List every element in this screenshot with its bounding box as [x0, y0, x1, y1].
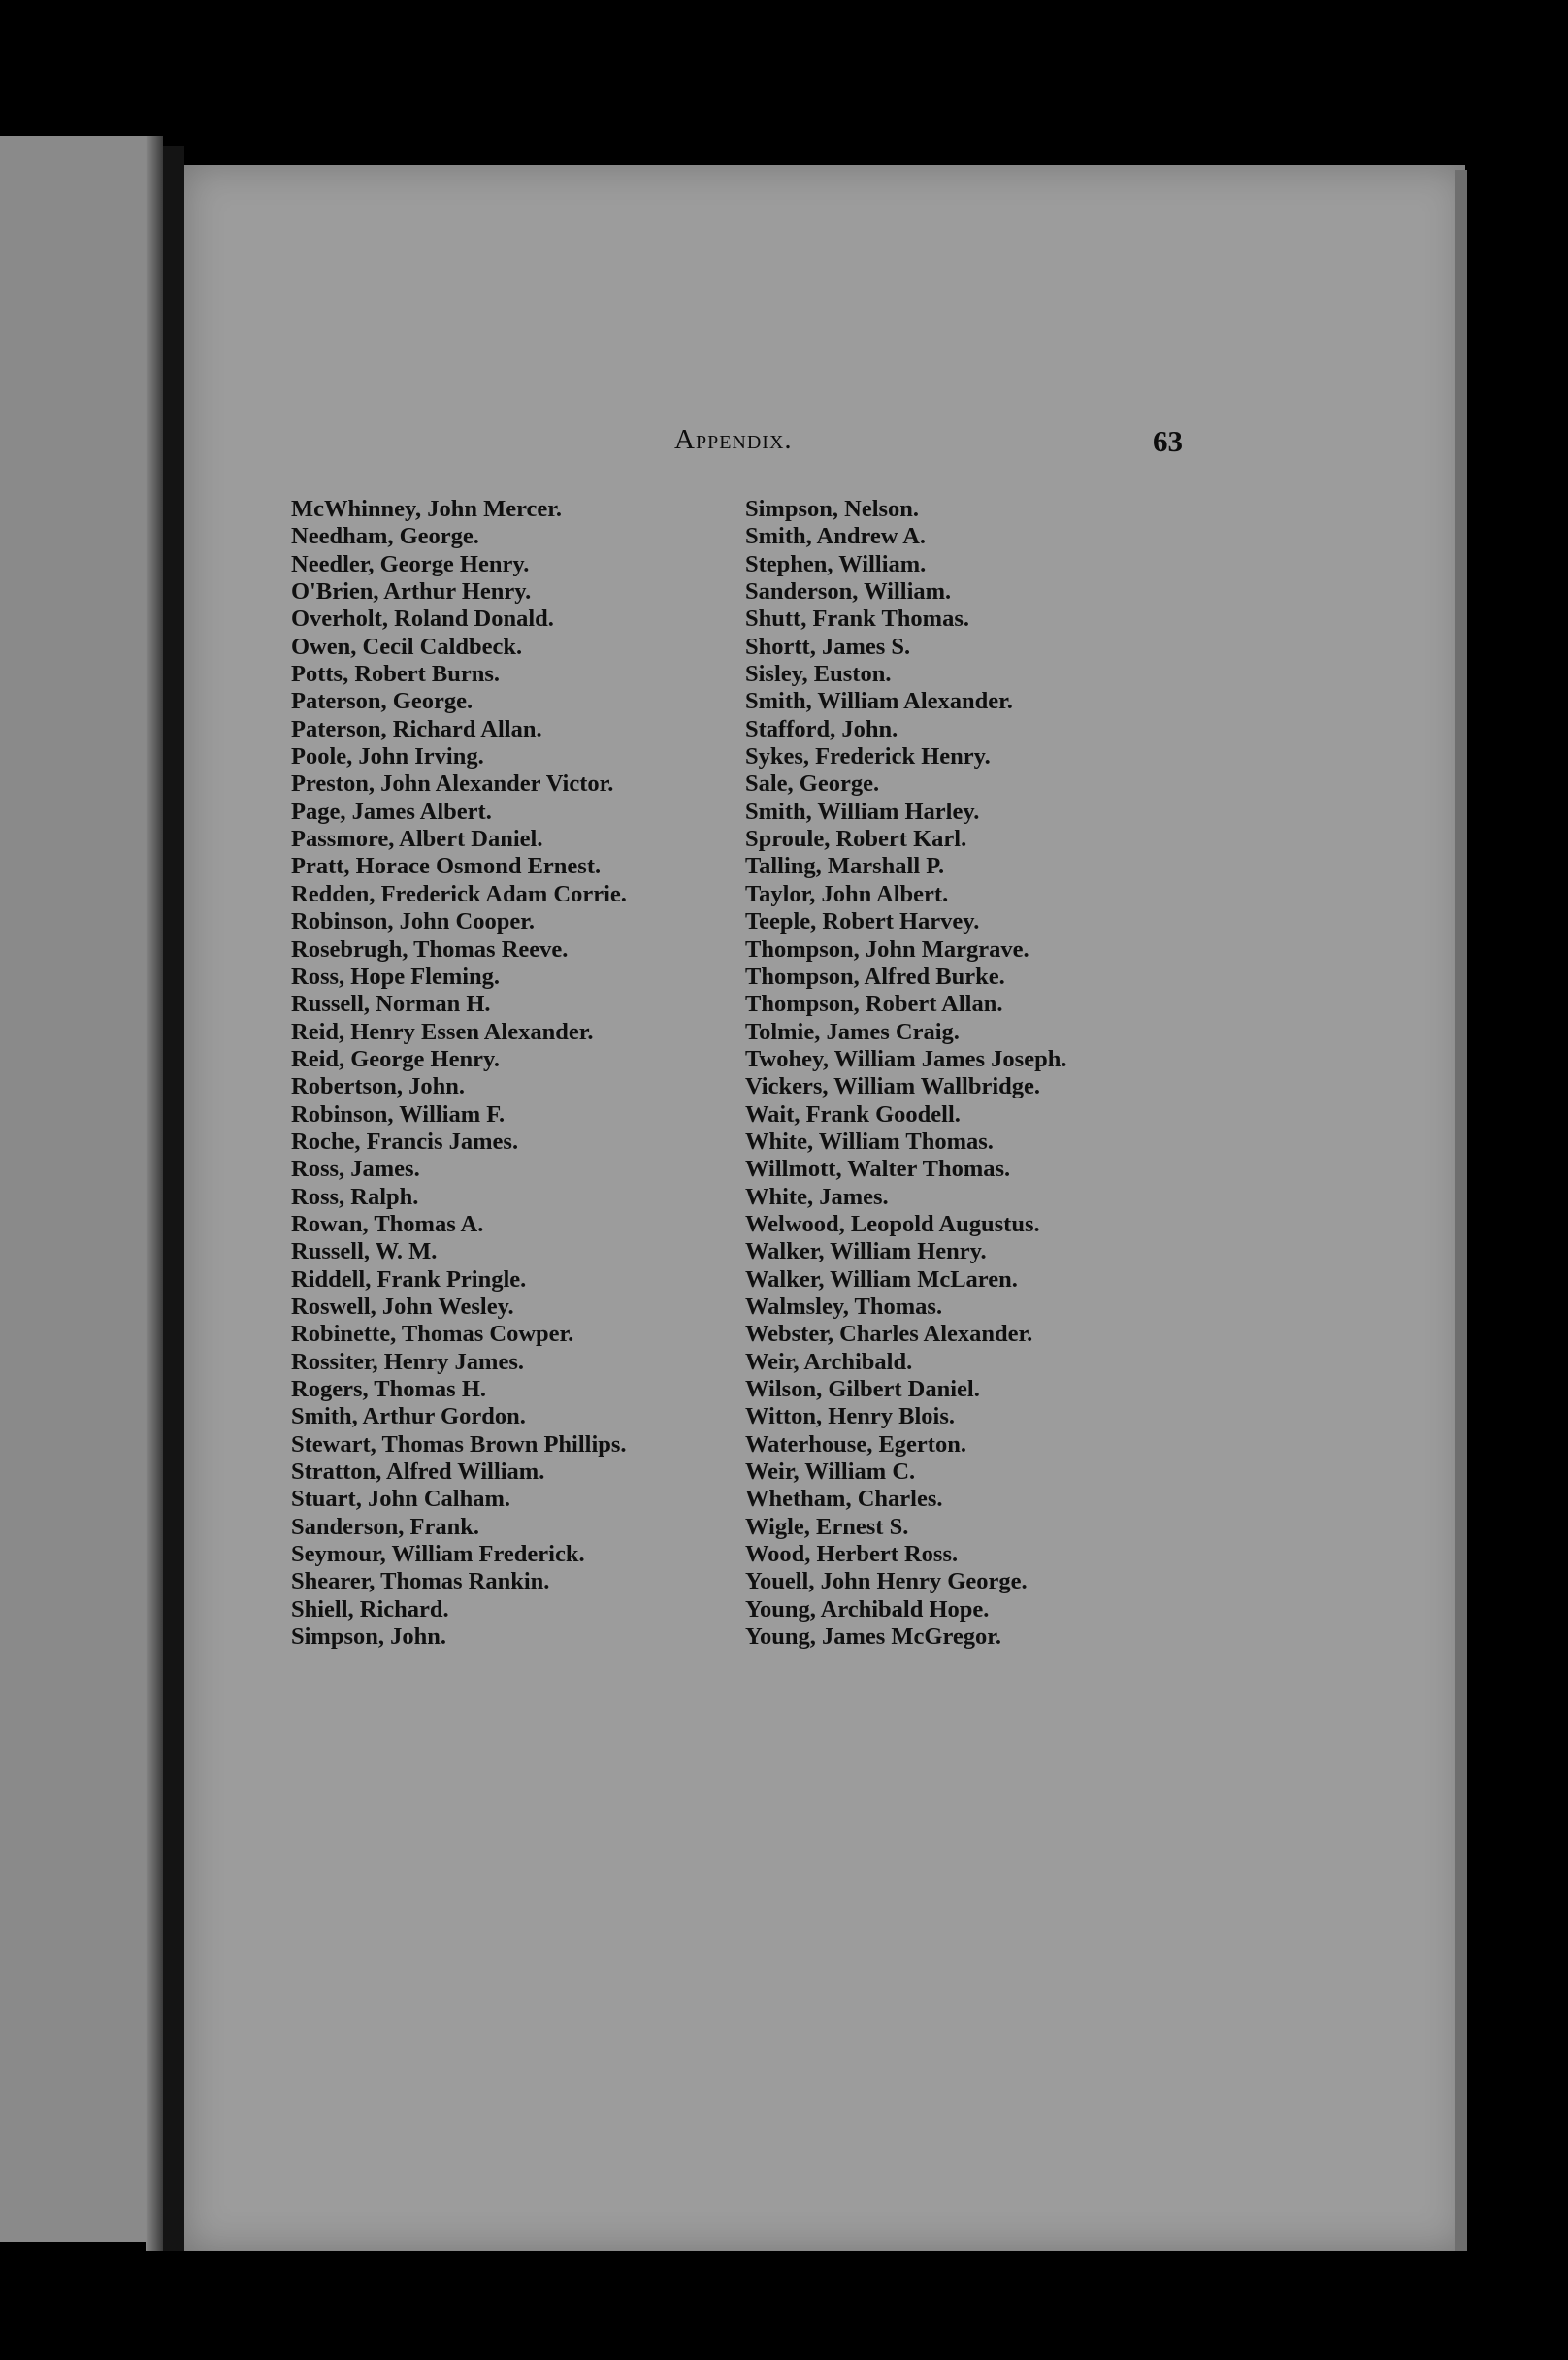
name-entry: White, William Thomas. — [745, 1128, 994, 1155]
name-entry: Walker, William McLaren. — [745, 1265, 1018, 1293]
name-entry: Youell, John Henry George. — [745, 1568, 1028, 1595]
name-entry: Shortt, James S. — [745, 633, 911, 660]
name-entry: Passmore, Albert Daniel. — [291, 826, 543, 853]
name-entry: Roswell, John Wesley. — [291, 1293, 514, 1320]
name-entry: Ross, Hope Fleming. — [291, 963, 501, 990]
name-entry: Shiell, Richard. — [291, 1595, 449, 1622]
name-entry: Needler, George Henry. — [291, 550, 530, 577]
name-entry: Stratton, Alfred William. — [291, 1459, 545, 1486]
name-entry: Young, James McGregor. — [745, 1623, 1002, 1651]
name-entry: Robinson, John Cooper. — [291, 908, 535, 935]
name-entry: Page, James Albert. — [291, 798, 492, 825]
name-entry: Reid, Henry Essen Alexander. — [291, 1018, 594, 1045]
name-entry: Russell, W. M. — [291, 1238, 438, 1265]
name-entry: Smith, William Alexander. — [745, 688, 1013, 715]
name-entry: Twohey, William James Joseph. — [745, 1045, 1067, 1072]
name-entry: Stephen, William. — [745, 550, 927, 577]
name-entry: Rossiter, Henry James. — [291, 1348, 524, 1375]
name-entry: Willmott, Walter Thomas. — [745, 1156, 1011, 1183]
name-entry: Pratt, Horace Osmond Ernest. — [291, 853, 602, 880]
name-entry: Welwood, Leopold Augustus. — [745, 1210, 1040, 1237]
name-entry: Sale, George. — [745, 770, 880, 798]
name-entry: Weir, William C. — [745, 1459, 916, 1486]
name-entry: Seymour, William Frederick. — [291, 1541, 585, 1568]
facing-page-edge — [0, 136, 163, 2242]
name-entry: Whetham, Charles. — [745, 1486, 943, 1513]
name-entry: Stafford, John. — [745, 715, 898, 742]
name-entry: Wait, Frank Goodell. — [745, 1100, 961, 1128]
name-entry: Sproule, Robert Karl. — [745, 826, 967, 853]
name-entry: Sanderson, William. — [745, 578, 952, 606]
name-entry: Simpson, John. — [291, 1623, 447, 1651]
name-entry: Sisley, Euston. — [745, 661, 892, 688]
name-entry: Wilson, Gilbert Daniel. — [745, 1376, 980, 1402]
name-entry: Poole, John Irving. — [291, 743, 484, 770]
name-entry: Young, Archibald Hope. — [745, 1595, 990, 1622]
name-entry: Thompson, John Margrave. — [745, 935, 1029, 963]
name-entry: Paterson, George. — [291, 688, 474, 715]
name-entry: O'Brien, Arthur Henry. — [291, 578, 532, 606]
name-entry: Smith, Arthur Gordon. — [291, 1403, 526, 1430]
name-entry: Owen, Cecil Caldbeck. — [291, 633, 523, 660]
name-entry: Ross, Ralph. — [291, 1183, 419, 1210]
name-entry: Sanderson, Frank. — [291, 1513, 480, 1540]
names-column-right — [745, 496, 1066, 1651]
gutter-shadow — [146, 136, 163, 2251]
name-entry: Talling, Marshall P. — [745, 853, 945, 880]
name-entry: Teeple, Robert Harvey. — [745, 908, 980, 935]
name-entry: Overholt, Roland Donald. — [291, 606, 554, 633]
name-entry: Walker, William Henry. — [745, 1238, 987, 1265]
name-entry: Rowan, Thomas A. — [291, 1210, 484, 1237]
names-column-left — [291, 496, 627, 1651]
name-entry: Riddell, Frank Pringle. — [291, 1265, 527, 1293]
name-entry: Weir, Archibald. — [745, 1348, 913, 1375]
name-entry: Needham, George. — [291, 523, 479, 550]
page-right-edge — [1455, 170, 1467, 2251]
name-entry: Ross, James. — [291, 1156, 420, 1183]
name-entry: Smith, William Harley. — [745, 798, 980, 825]
name-entry: Simpson, Nelson. — [745, 496, 920, 522]
name-entry: Wood, Herbert Ross. — [745, 1541, 959, 1568]
name-entry: Wigle, Ernest S. — [745, 1513, 909, 1540]
name-entry: Redden, Frederick Adam Corrie. — [291, 880, 627, 907]
name-entry: Webster, Charles Alexander. — [745, 1321, 1033, 1348]
name-entry: Stuart, John Calham. — [291, 1486, 510, 1513]
name-entry: Stewart, Thomas Brown Phillips. — [291, 1430, 627, 1458]
name-entry: Reid, George Henry. — [291, 1045, 501, 1072]
name-entry: Shearer, Thomas Rankin. — [291, 1568, 550, 1595]
name-entry: Rogers, Thomas H. — [291, 1376, 487, 1402]
name-entry: Paterson, Richard Allan. — [291, 715, 542, 742]
name-entry: Russell, Norman H. — [291, 991, 491, 1018]
name-entry: Thompson, Alfred Burke. — [745, 963, 1005, 990]
name-entry: Robertson, John. — [291, 1073, 466, 1100]
name-entry: White, James. — [745, 1183, 889, 1210]
running-header: Appendix. — [674, 424, 793, 455]
name-entry: Roche, Francis James. — [291, 1128, 519, 1155]
name-entry: Tolmie, James Craig. — [745, 1018, 960, 1045]
name-entry: Preston, John Alexander Victor. — [291, 770, 614, 798]
name-entry: Robinette, Thomas Cowper. — [291, 1321, 574, 1348]
name-entry: Rosebrugh, Thomas Reeve. — [291, 935, 569, 963]
name-entry: Walmsley, Thomas. — [745, 1293, 943, 1320]
name-entry: Taylor, John Albert. — [745, 880, 949, 907]
name-entry: Shutt, Frank Thomas. — [745, 606, 970, 633]
name-entry: Vickers, William Wallbridge. — [745, 1073, 1041, 1100]
name-entry: Robinson, William F. — [291, 1100, 506, 1128]
name-entry: Witton, Henry Blois. — [745, 1403, 955, 1430]
name-entry: Waterhouse, Egerton. — [745, 1430, 966, 1458]
name-entry: Smith, Andrew A. — [745, 523, 927, 550]
name-entry: Sykes, Frederick Henry. — [745, 743, 991, 770]
name-entry: Potts, Robert Burns. — [291, 661, 501, 688]
book-gutter — [163, 146, 184, 2251]
page-number: 63 — [1153, 424, 1183, 458]
name-entry: McWhinney, John Mercer. — [291, 496, 563, 522]
name-entry: Thompson, Robert Allan. — [745, 991, 1003, 1018]
